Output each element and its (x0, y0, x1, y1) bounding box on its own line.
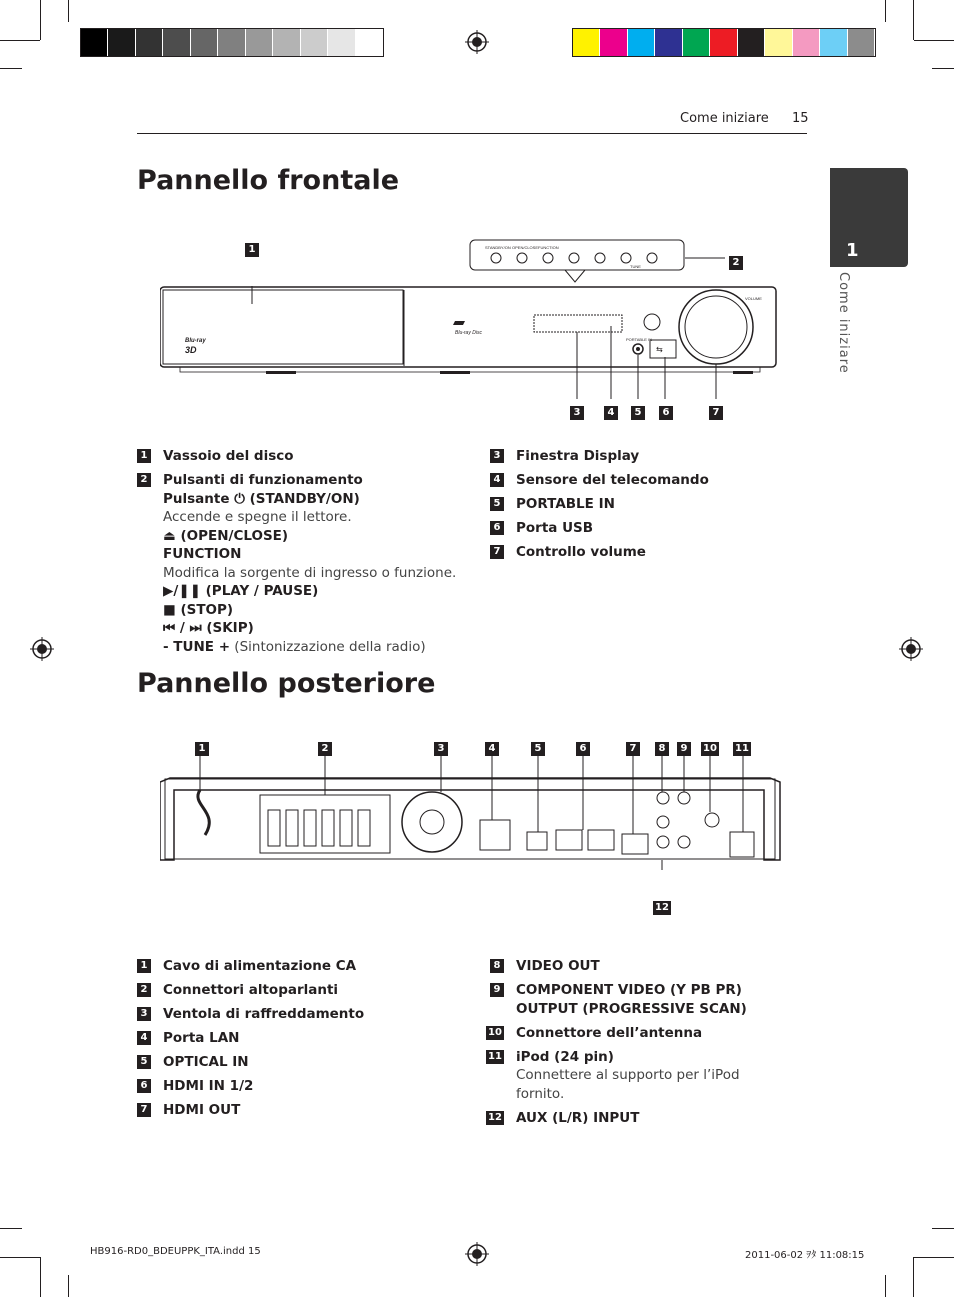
rear-callout-7: 7 (626, 736, 640, 756)
crop-mark (885, 0, 886, 22)
page-number: 15 (792, 111, 809, 126)
legend-item: 2 Connettori altoparlanti (137, 981, 467, 1000)
rear-panel-heading: Pannello posteriore (137, 668, 436, 699)
crop-mark (0, 68, 22, 69)
color-swatch (246, 29, 272, 56)
crop-mark (68, 0, 69, 22)
crop-mark (0, 1228, 22, 1229)
volume-label: VOLUME (745, 296, 762, 301)
legend-item: 6 HDMI IN 1/2 (137, 1077, 467, 1096)
chapter-tab (830, 168, 908, 267)
legend-item: 3 Ventola di raffreddamento (137, 1005, 467, 1024)
chapter-tab-label: Come iniziare (836, 272, 851, 374)
color-swatch (356, 29, 382, 56)
rear-legend-left (137, 957, 467, 1125)
svg-text:⇆: ⇆ (656, 345, 663, 354)
legend-item: 10 Connettore dell’antenna (490, 1024, 790, 1043)
front-callout-6: 6 (659, 400, 673, 420)
legend-item: 3 Finestra Display (490, 447, 790, 466)
legend-item: 6 Porta USB (490, 519, 790, 538)
registration-mark-icon (465, 1242, 489, 1266)
standby-label: STANDBY/ON (485, 245, 511, 250)
tune-label: TUNE (630, 264, 641, 269)
color-swatch (273, 29, 299, 56)
front-legend-left (137, 447, 467, 662)
legend-item: 11 iPod (24 pin) Connettere al supporto per l’iPod fornito. (490, 1048, 790, 1104)
legend-item: 5 PORTABLE IN (490, 495, 790, 514)
portable-label: PORTABLE IN (626, 337, 653, 342)
color-swatch (81, 29, 107, 56)
color-swatch (573, 29, 599, 56)
svg-text:3D: 3D (185, 345, 197, 355)
legend-item: 7 HDMI OUT (137, 1101, 467, 1120)
header-divider (137, 133, 807, 134)
color-swatch (218, 29, 244, 56)
crop-mark (914, 40, 954, 41)
color-swatch (163, 29, 189, 56)
rear-callout-10: 10 (701, 736, 719, 756)
rear-legend-right (490, 957, 790, 1133)
crop-mark (913, 0, 914, 40)
color-swatch (328, 29, 354, 56)
front-legend-right (490, 447, 790, 567)
legend-item: 4 Porta LAN (137, 1029, 467, 1048)
function-label: FUNCTION (538, 245, 559, 250)
color-swatch (628, 29, 654, 56)
front-panel-heading: Pannello frontale (137, 165, 400, 196)
color-swatch (820, 29, 846, 56)
open-close-label: OPEN/CLOSE (512, 245, 539, 250)
rear-callout-8: 8 (655, 736, 669, 756)
chapter-tab-number: 1 (846, 240, 859, 261)
rear-callout-6: 6 (576, 736, 590, 756)
svg-text:Blu-ray: Blu-ray (185, 338, 206, 344)
legend-item: 1 Vassoio del disco (137, 447, 467, 466)
registration-mark-icon (30, 637, 54, 661)
crop-mark (40, 1257, 41, 1297)
legend-item: 12 AUX (L/R) INPUT (490, 1109, 790, 1128)
rear-panel-diagram (160, 750, 785, 870)
front-panel-diagram (160, 236, 780, 416)
front-callout-4: 4 (604, 400, 618, 420)
color-swatch (655, 29, 681, 56)
running-header-title: Come iniziare (680, 111, 769, 126)
crop-mark (40, 0, 41, 40)
color-swatch (683, 29, 709, 56)
legend-item: 1 Cavo di alimentazione CA (137, 957, 467, 976)
registration-mark-icon (465, 30, 489, 54)
color-swatch (765, 29, 791, 56)
color-swatch (848, 29, 874, 56)
color-swatch (191, 29, 217, 56)
process-color-bar (572, 28, 876, 57)
color-swatch (710, 29, 736, 56)
gray-color-bar (80, 28, 384, 57)
crop-mark (932, 68, 954, 69)
front-callout-3: 3 (570, 400, 584, 420)
color-swatch (793, 29, 819, 56)
crop-mark (914, 1257, 954, 1258)
rear-callout-2: 2 (318, 736, 332, 756)
footer-file-info: HB916-RD0_BDEUPPK_ITA.indd 15 (90, 1246, 261, 1257)
front-callout-1: 1 (245, 237, 259, 257)
color-swatch (301, 29, 327, 56)
legend-item: 7 Controllo volume (490, 543, 790, 562)
rear-callout-9: 9 (677, 736, 691, 756)
legend-item: 4 Sensore del telecomando (490, 471, 790, 490)
front-callout-5: 5 (631, 400, 645, 420)
legend-item: 8 VIDEO OUT (490, 957, 790, 976)
crop-mark (68, 1275, 69, 1297)
crop-mark (0, 40, 40, 41)
legend-item: 5 OPTICAL IN (137, 1053, 467, 1072)
rear-callout-3: 3 (434, 736, 448, 756)
crop-mark (932, 1228, 954, 1229)
color-swatch (136, 29, 162, 56)
crop-mark (885, 1275, 886, 1297)
legend-item: 9 COMPONENT VIDEO (Y PB PR) OUTPUT (PROGRESSIVE SCAN) (490, 981, 790, 1018)
rear-callout-5: 5 (531, 736, 545, 756)
registration-mark-icon (899, 637, 923, 661)
rear-callout-12: 12 (653, 895, 671, 915)
color-swatch (108, 29, 134, 56)
crop-mark (0, 1257, 40, 1258)
front-callout-7: 7 (709, 400, 723, 420)
legend-item: 2 Pulsanti di funzionamento Pulsante ⏻ (STANDBY/ON) Accende e spegne il lettore. ⏏ (OPEN/CLOSE) FUNCTION Modifica la sorgente di ingresso o funzione. ▶/❚❚ (PLAY / PAUSE) ■ (STOP) ⏮ / ⏭ (SKIP) - TUNE + (Sintonizzazione della radio) (137, 471, 467, 656)
rear-callout-4: 4 (485, 736, 499, 756)
crop-mark (913, 1257, 914, 1297)
rear-callout-11: 11 (733, 736, 751, 756)
color-swatch (600, 29, 626, 56)
color-swatch (738, 29, 764, 56)
svg-text:Blu-ray Disc: Blu-ray Disc (455, 330, 482, 336)
rear-callout-1: 1 (195, 736, 209, 756)
footer-timestamp: 2011-06-02 ｦﾀ 11:08:15 (745, 1250, 865, 1261)
front-callout-2: 2 (729, 250, 743, 270)
